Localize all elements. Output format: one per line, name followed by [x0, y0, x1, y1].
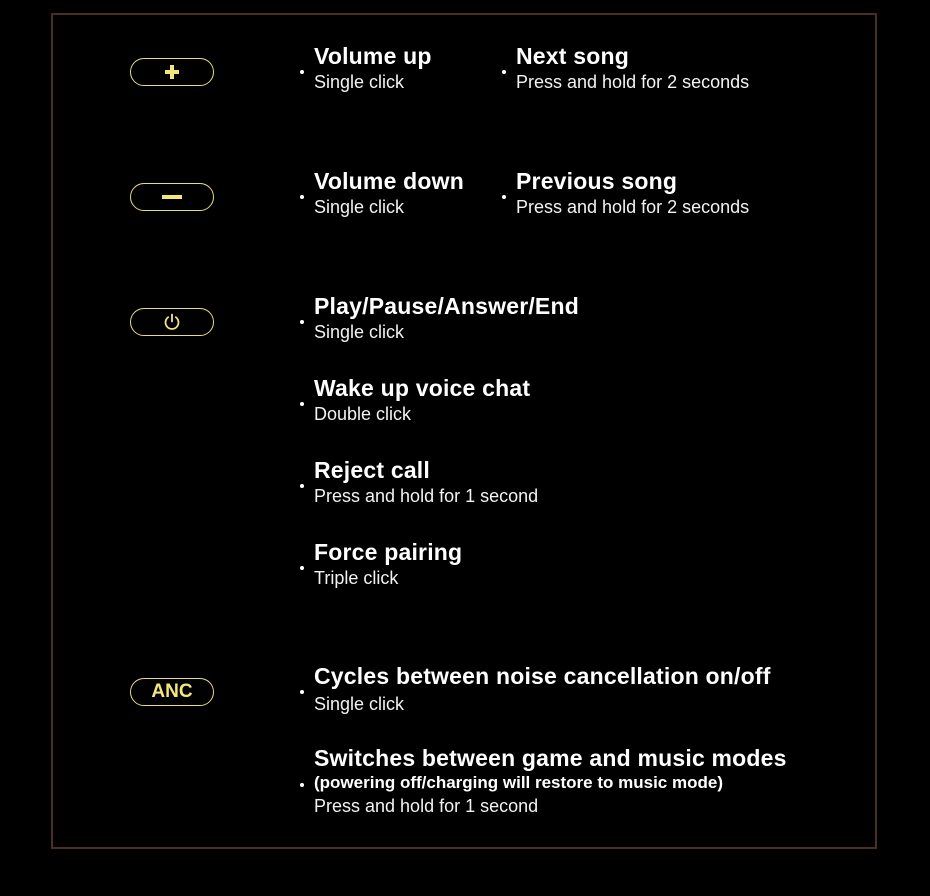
entry-title: Next song: [516, 43, 629, 69]
bullet: [502, 70, 506, 74]
play-pause-entry: [314, 292, 579, 344]
bullet: [300, 402, 304, 406]
force-pairing-entry: [314, 538, 462, 590]
game-music-mode-entry: [314, 744, 787, 818]
anc-button-graphic: [130, 678, 214, 706]
entry-action: Single click: [314, 197, 405, 217]
plus-icon: [164, 64, 180, 80]
bullet: [300, 783, 304, 787]
bullet: [300, 320, 304, 324]
entry-title: Volume up: [314, 43, 432, 69]
power-button-graphic: [130, 308, 214, 336]
bullet: [300, 484, 304, 488]
entry-title: Force pairing: [314, 539, 463, 565]
entry-action: Triple click: [314, 568, 399, 588]
entry-action: Double click: [314, 404, 412, 424]
bullet: [300, 70, 304, 74]
bullet: [300, 566, 304, 570]
content-frame: [51, 13, 877, 849]
previous-song-entry: [516, 167, 749, 219]
bullet: [300, 195, 304, 199]
plus-button-graphic: [130, 58, 214, 86]
entry-action: Single click: [314, 72, 405, 92]
entry-action: Single click: [314, 694, 405, 714]
minus-button-graphic: [130, 183, 214, 211]
power-icon: [163, 313, 181, 331]
voice-chat-entry: [314, 374, 530, 426]
anc-label: ANC: [151, 681, 193, 702]
bullet: [300, 690, 304, 694]
entry-action: Single click: [314, 322, 405, 342]
entry-action: Press and hold for 2 seconds: [516, 72, 750, 92]
entry-title: Reject call: [314, 457, 430, 483]
entry-title: Volume down: [314, 168, 464, 194]
next-song-entry: [516, 42, 749, 94]
volume-up-entry: [314, 42, 432, 94]
bullet: [502, 195, 506, 199]
reject-call-entry: [314, 456, 538, 508]
entry-action: Press and hold for 1 second: [314, 796, 539, 816]
volume-down-entry: [314, 167, 464, 219]
entry-action: Press and hold for 2 seconds: [516, 197, 750, 217]
entry-title: Switches between game and music modes: [314, 745, 787, 771]
entry-title: Wake up voice chat: [314, 375, 531, 401]
entry-note: (powering off/charging will restore to music mode): [314, 773, 723, 792]
entry-title: Play/Pause/Answer/End: [314, 293, 579, 319]
entry-title: Cycles between noise cancellation on/off: [314, 663, 771, 689]
minus-icon: [162, 194, 182, 200]
entry-action: Press and hold for 1 second: [314, 486, 539, 506]
noise-cancellation-entry: [314, 662, 771, 716]
entry-title: Previous song: [516, 168, 678, 194]
